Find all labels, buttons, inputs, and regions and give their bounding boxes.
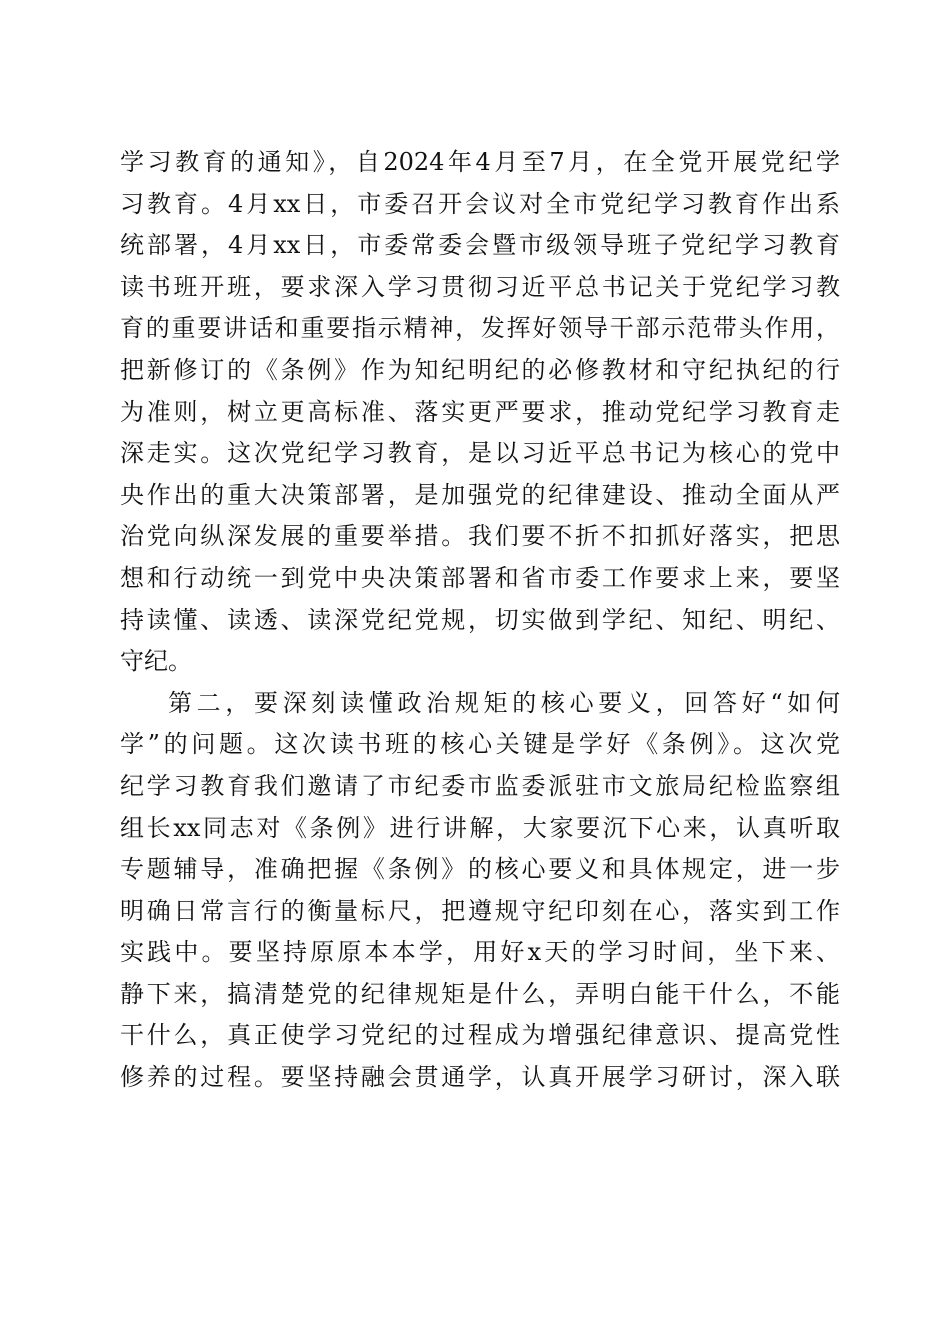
paragraph-2-first-line: 第二，要深刻读懂政治规矩的核心要义，回答好“如何 (168, 688, 840, 717)
text-line-10: 治党向纵深发展的重要举措。我们要不折不扣抓好落实，把思 (120, 522, 840, 551)
text-line-4: 读书班开班，要求深入学习贯彻习近平总书记关于党纪学习教 (120, 272, 840, 301)
text-line-21: 静下来，搞清楚党的纪律规矩是什么，弄明白能干什么，不能 (120, 979, 840, 1008)
text-line-1: 学习教育的通知》，自2024年4月至7月，在全党开展党纪学 (120, 148, 840, 176)
text-line-2: 习教育。4月xx日，市委召开会议对全市党纪学习教育作出系 (120, 189, 840, 218)
text-line-11: 想和行动统一到党中央决策部署和省市委工作要求上来，要坚 (120, 563, 840, 592)
body-text (120, 142, 840, 1099)
text-line-20: 实践中。要坚持原原本本学，用好x天的学习时间，坐下来、 (120, 938, 840, 967)
text-line-13: 守纪。 (120, 647, 192, 676)
text-line-15: 学”的问题。这次读书班的核心关键是学好《条例》。这次党 (120, 730, 840, 759)
text-line-22: 干什么，真正使学习党纪的过程成为增强纪律意识、提高党性 (120, 1021, 840, 1050)
text-line-7: 为准则，树立更高标准、落实更严要求，推动党纪学习教育走 (120, 397, 840, 426)
text-line-6: 把新修订的《条例》作为知纪明纪的必修教材和守纪执纪的行 (120, 355, 840, 384)
text-line-16: 纪学习教育我们邀请了市纪委市监委派驻市文旅局纪检监察组 (120, 771, 840, 800)
text-line-18: 专题辅导，准确把握《条例》的核心要义和具体规定，进一步 (120, 855, 840, 884)
text-line-5: 育的重要讲话和重要指示精神，发挥好领导干部示范带头作用， (120, 314, 840, 343)
text-line-3: 统部署，4月xx日，市委常委会暨市级领导班子党纪学习教育 (120, 231, 840, 260)
text-line-19: 明确日常言行的衡量标尺，把遵规守纪印刻在心，落实到工作 (120, 896, 840, 925)
text-line-8: 深走实。这次党纪学习教育，是以习近平总书记为核心的党中 (120, 439, 840, 468)
text-line-12: 持读懂、读透、读深党纪党规，切实做到学纪、知纪、明纪、 (120, 605, 840, 634)
text-line-17: 组长xx同志对《条例》进行讲解，大家要沉下心来，认真听取 (120, 813, 840, 842)
text-line-9: 央作出的重大决策部署，是加强党的纪律建设、推动全面从严 (120, 480, 840, 509)
text-line-23: 修养的过程。要坚持融会贯通学，认真开展学习研讨，深入联 (120, 1063, 840, 1092)
